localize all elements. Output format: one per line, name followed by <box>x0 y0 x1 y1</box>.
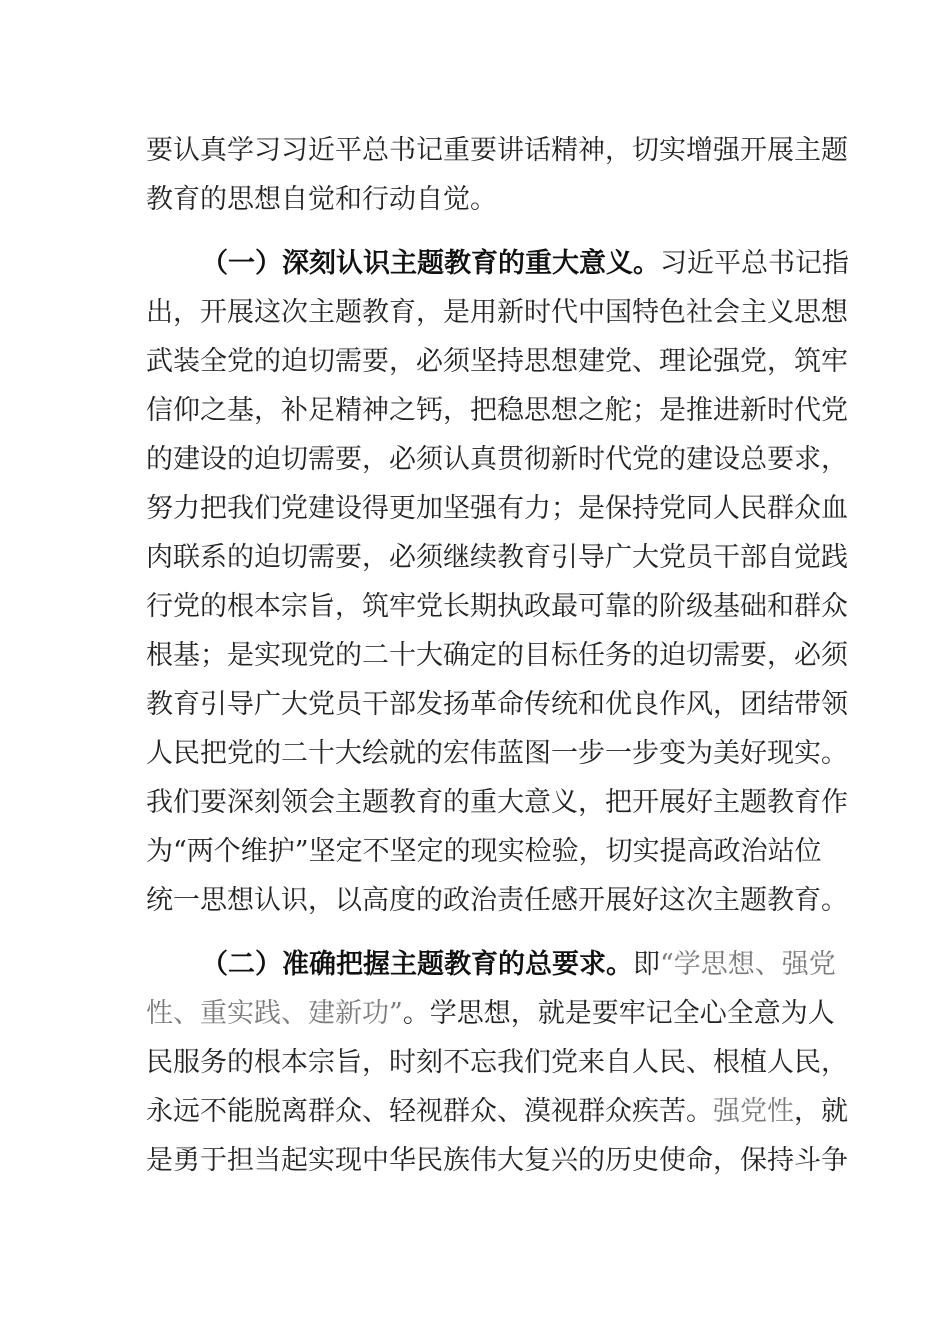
paragraph-line: 人民把党的二十大绘就的宏伟蓝图一步一步变为美好现实。 <box>146 738 848 769</box>
paragraph-line: 努力把我们党建设得更加坚强有力；是保持党同人民群众血 <box>146 493 848 524</box>
paragraph-line: 为“两个维护”坚定不坚定的现实检验，切实提高政治站位 <box>146 836 822 867</box>
paragraph-text: ，就 <box>794 1096 848 1127</box>
quoted-text: “学思想、强党 <box>660 949 836 980</box>
paragraph-line: 教育引导广大党员干部发扬革命传统和优良作风，团结带领 <box>146 689 848 720</box>
paragraph-line: 武装全党的迫切需要，必须坚持思想建党、理论强党，筑牢 <box>146 346 848 377</box>
paragraph-line: 我们要深刻领会主题教育的重大意义，把开展好主题教育作 <box>146 787 848 818</box>
paragraph-line: 的建设的迫切需要，必须认真贯彻新时代党的建设总要求， <box>146 444 848 475</box>
paragraph-line: 出，开展这次主题教育，是用新时代中国特色社会主义思想 <box>146 297 848 328</box>
section-heading-line <box>201 243 849 285</box>
paragraph-line <box>146 1091 848 1133</box>
paragraph-text: 永远不能脱离群众、轻视群众、漠视群众疾苦。 <box>146 1096 713 1127</box>
paragraph-text: 习近平总书记指 <box>660 248 849 279</box>
paragraph-text: 。学思想，就是要牢记全心全意为人 <box>402 998 835 1029</box>
paragraph-line: 民服务的根本宗旨，时刻不忘我们党来自人民、根植人民， <box>146 1047 848 1078</box>
paragraph-line: 根基；是实现党的二十大确定的目标任务的迫切需要，必须 <box>146 640 848 671</box>
highlighted-term: 强党性 <box>713 1096 794 1127</box>
quoted-text: 性、重实践、建新功” <box>146 998 403 1029</box>
section-heading-line <box>201 944 836 986</box>
paragraph-line: 要认真学习习近平总书记重要讲话精神，切实增强开展主题 <box>146 135 848 166</box>
paragraph-text: 即 <box>633 949 660 980</box>
paragraph-line: 是勇于担当起实现中华民族伟大复兴的历史使命，保持斗争 <box>146 1145 848 1176</box>
paragraph-line <box>146 993 835 1035</box>
section-heading-2: （二）准确把握主题教育的总要求。 <box>201 949 633 980</box>
paragraph-line: 教育的思想自觉和行动自觉。 <box>146 184 497 215</box>
paragraph-line: 行党的根本宗旨，筑牢党长期执政最可靠的阶级基础和群众 <box>146 591 848 622</box>
paragraph-line: 统一思想认识，以高度的政治责任感开展好这次主题教育。 <box>146 885 848 916</box>
section-heading-1: （一）深刻认识主题教育的重大意义。 <box>201 248 660 279</box>
paragraph-line: 信仰之基，补足精神之钙，把稳思想之舵；是推进新时代党 <box>146 395 848 426</box>
paragraph-line: 肉联系的迫切需要，必须继续教育引导广大党员干部自觉践 <box>146 542 848 573</box>
